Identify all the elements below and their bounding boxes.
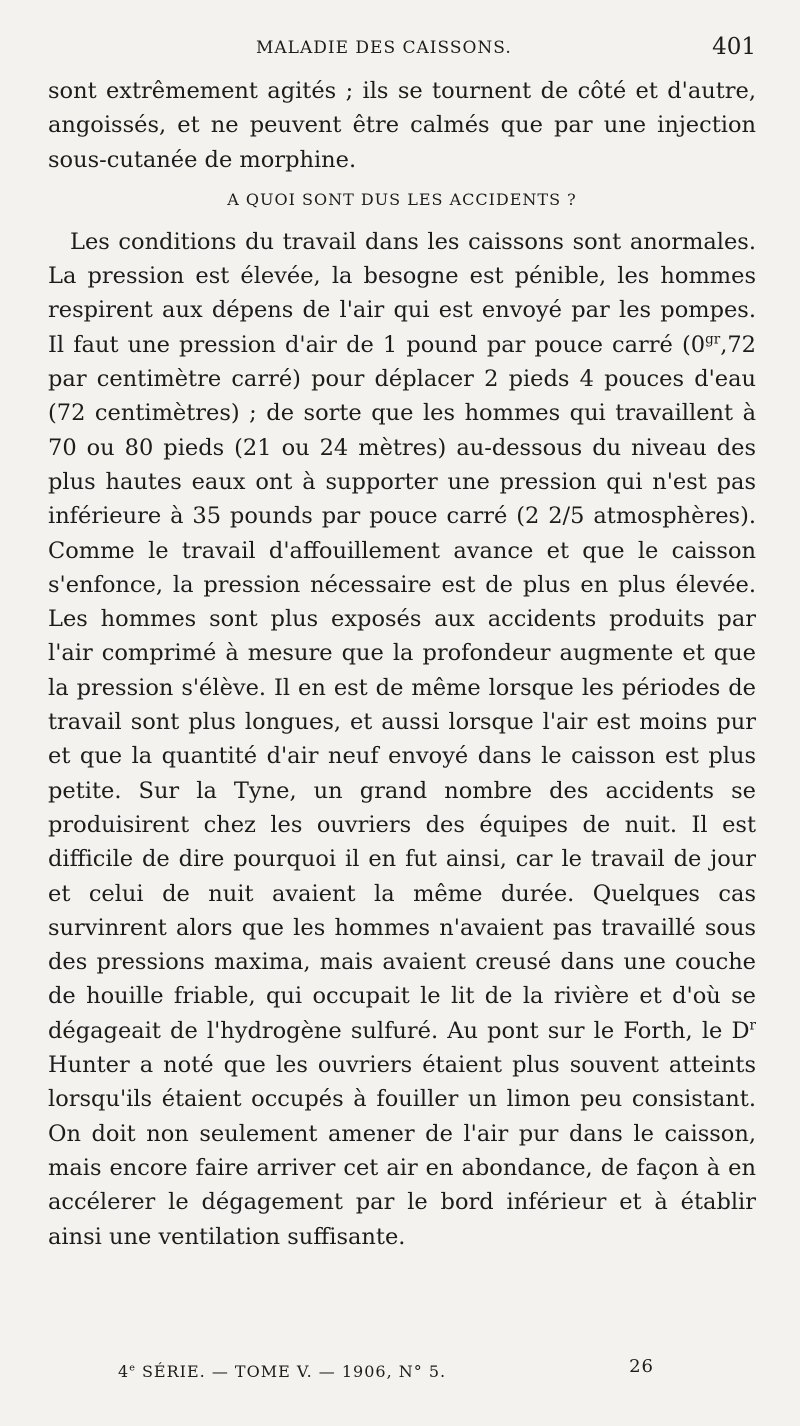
- footer-series-line: [118, 1362, 446, 1381]
- paragraph-main-part-c: Hunter a noté que les ouvriers étaient plus souvent atteints lorsqu'ils étaient occupés à fouiller un limon peu consistant. On doit non seulement amener de l'air pur dans le caisson, mais encore faire arriver cet air en abondance, de façon à en accélerer le dégagement par le bord inférieur et à établir ainsi une ventilation suffisante.: [48, 1052, 756, 1250]
- series-superscript: e: [129, 1362, 136, 1374]
- paragraph-main: [48, 225, 756, 1254]
- running-title: MALADIE DES CAISSONS.: [256, 38, 512, 58]
- title-superscript-dr: r: [749, 1017, 756, 1034]
- section-heading: A QUOI SONT DUS LES ACCIDENTS ?: [227, 189, 577, 209]
- paragraph-main-part-b: ,72 par centimètre carré) pour déplacer 2 pieds 4 pouces d'eau (72 centimètres) ; de sorte que les hommes qui travaillent à 70 ou 80 pieds (21 ou 24 mètres) au-dessous du niveau des plus hautes eaux ont à supporter une pression qui n'est pas inférieure à 35 pounds par pouce carré (2 2/5 atmosphères). Comme le travail d'affouillement avance et que le caisson s'enfonce, la pression nécessaire est de plus en plus élevée. Les hommes sont plus exposés aux accidents produits par l'air comprimé à mesure que la profondeur augmente et que la pression s'élève. Il en est de même lorsque les périodes de travail sont plus longues, et aussi lorsque l'air est moins pur et que la quantité d'air neuf envoyé dans le caisson est plus petite. Sur la Tyne, un grand nombre des accidents se produisirent chez les ouvriers des équipes de nuit. Il est difficile de dire pourquoi il en fut ainsi, car le travail de jour et celui de nuit avaient la même durée. Quelques cas survinrent alors que les hommes n'avaient pas travaillé sous des pressions maxima, mais avaient creusé dans une couche de houille friable, qui occupait le lit de la rivière et d'où se dégageait de l'hydrogène sulfuré. Au pont sur le Forth, le D: [48, 331, 756, 1044]
- series-text: SÉRIE. — TOME V. — 1906, N° 5.: [135, 1362, 447, 1381]
- paragraph-continued: sont extrêmement agités ; ils se tournent de côté et d'autre, angoissés, et ne peuvent être calmés que par une injection sous-cutanée de morphine.: [48, 78, 756, 173]
- series-number: 4: [118, 1362, 130, 1381]
- unit-superscript-gr: gr: [705, 331, 721, 348]
- paragraph-main-part-a: Les conditions du travail dans les caissons sont anormales. La pression est élevée, la besogne est pénible, les hommes respirent aux dépens de l'air qui est envoyé par les pompes. Il faut une pression d'air de 1 pound par pouce carré (0: [48, 228, 756, 358]
- body-text: [48, 74, 756, 1254]
- running-head: [48, 30, 756, 74]
- sheet-number: 26: [629, 1356, 654, 1377]
- page-number: 401: [712, 34, 756, 60]
